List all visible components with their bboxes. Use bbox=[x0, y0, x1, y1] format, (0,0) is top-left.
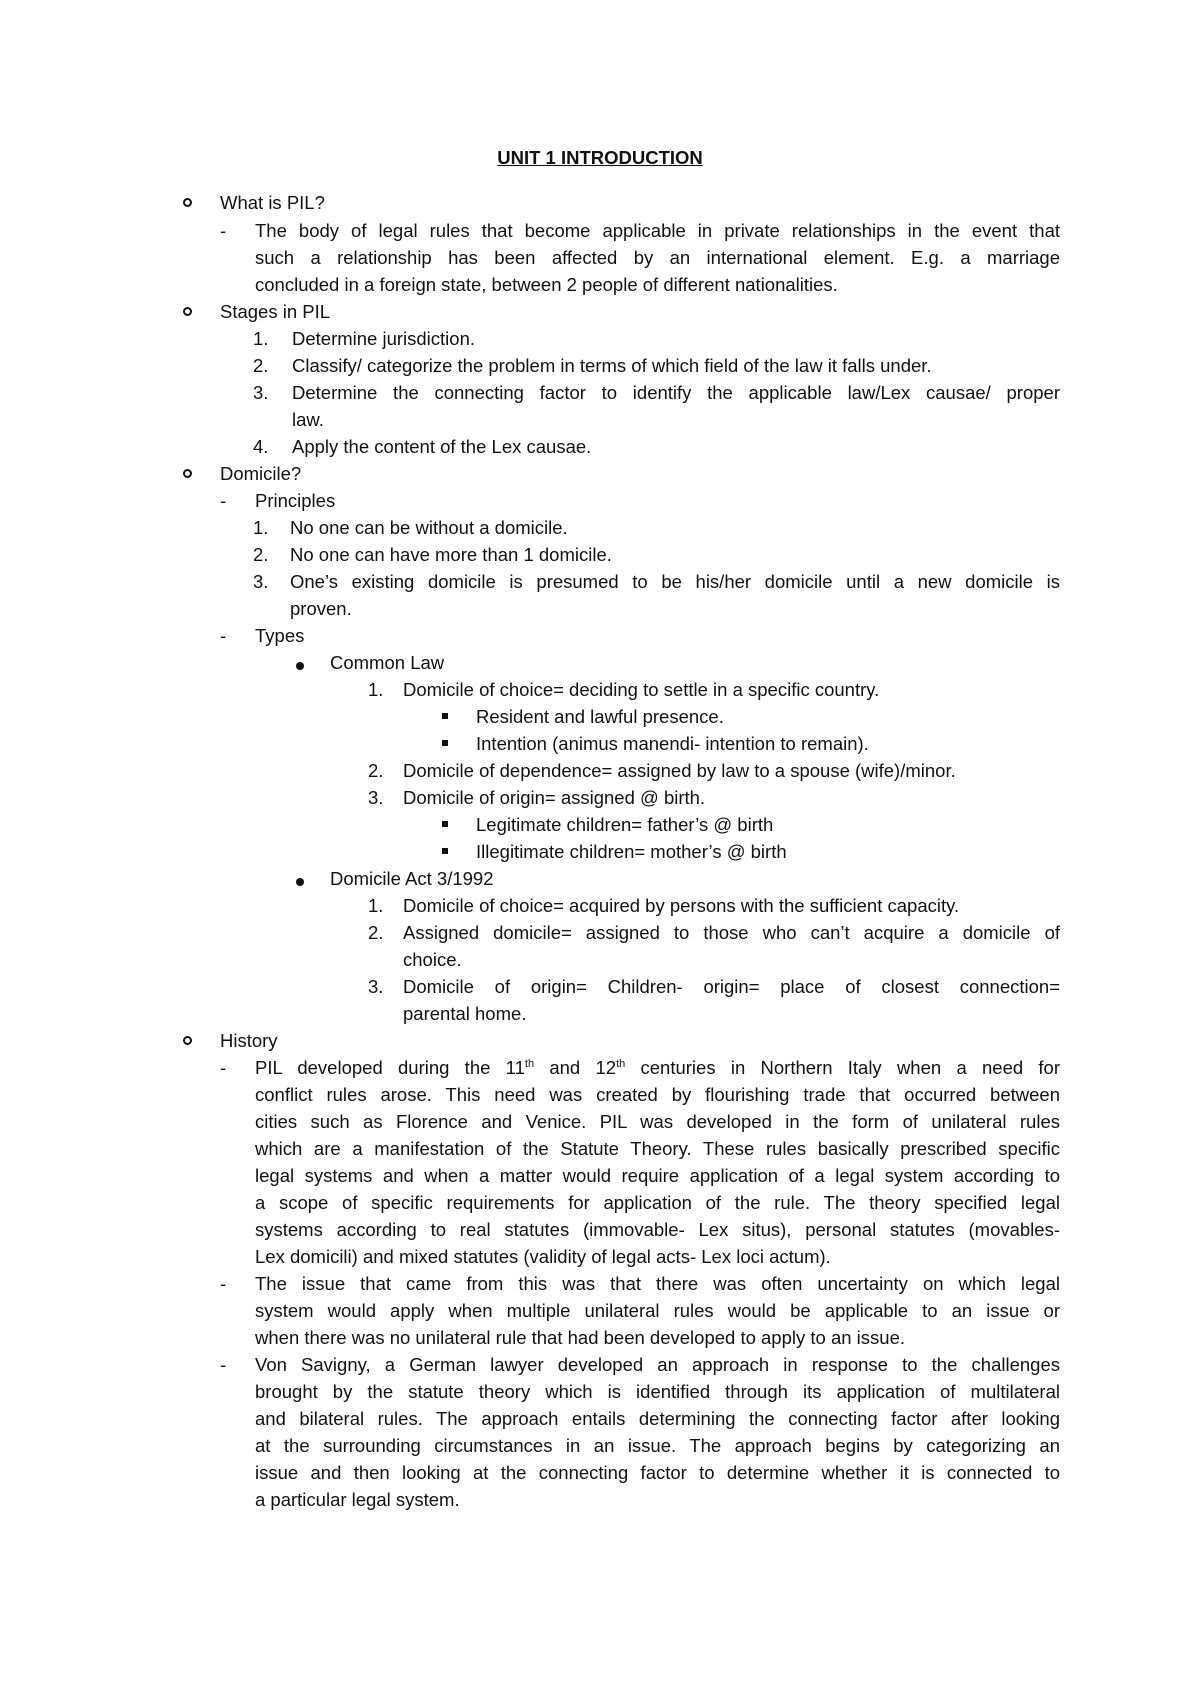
circle-bullet-icon bbox=[183, 307, 192, 316]
section-heading-stages: Stages in PIL bbox=[220, 301, 331, 322]
list-number: 3. bbox=[368, 976, 384, 997]
list-item: Determine jurisdiction. bbox=[292, 328, 476, 349]
history-paragraph-line: The issue that came from this was that there was often uncertainty on which legal bbox=[255, 1273, 1060, 1294]
list-item-continuation: law. bbox=[292, 409, 324, 430]
dash-bullet: - bbox=[220, 1273, 227, 1294]
history-paragraph-line: and bilateral rules. The approach entails determining the connecting factor after looking bbox=[255, 1408, 1060, 1429]
list-number: 2. bbox=[368, 760, 384, 781]
history-paragraph-line: at the surrounding circumstances in an issue. The approach begins by categorizing an bbox=[255, 1435, 1060, 1456]
section-heading-domicile: Domicile? bbox=[220, 463, 302, 484]
list-item: No one can have more than 1 domicile. bbox=[290, 544, 612, 565]
history-paragraph-line: conflict rules arose. This need was created by flourishing trade that occurred between bbox=[255, 1084, 1060, 1105]
history-paragraph-line: issue and then looking at the connecting factor to determine whether it is connected to bbox=[255, 1462, 1060, 1483]
list-number: 1. bbox=[253, 517, 269, 538]
list-number: 3. bbox=[253, 382, 269, 403]
history-paragraph-line: brought by the statute theory which is identified through its application of multilateral bbox=[255, 1381, 1060, 1402]
list-number: 3. bbox=[368, 787, 384, 808]
history-paragraph-line: system would apply when multiple unilateral rules would be applicable to an issue or bbox=[255, 1300, 1060, 1321]
round-bullet-icon bbox=[296, 878, 304, 886]
list-number: 2. bbox=[368, 922, 384, 943]
history-paragraph-line: systems according to real statutes (immovable- Lex situs), personal statutes (movables- bbox=[255, 1219, 1060, 1240]
sub-list-item: Resident and lawful presence. bbox=[476, 706, 724, 727]
list-item: Domicile of origin= assigned @ birth. bbox=[403, 787, 706, 808]
square-bullet-icon bbox=[442, 740, 448, 746]
sub-list-item: Illegitimate children= mother’s @ birth bbox=[476, 841, 787, 862]
square-bullet-icon bbox=[442, 821, 448, 827]
square-bullet-icon bbox=[442, 848, 448, 854]
page-title: UNIT 1 INTRODUCTION bbox=[497, 147, 703, 168]
history-paragraph-line: a scope of specific requirements for application of the rule. The theory specified legal bbox=[255, 1192, 1060, 1213]
square-bullet-icon bbox=[442, 713, 448, 719]
circle-bullet-icon bbox=[183, 1036, 192, 1045]
dash-bullet: - bbox=[220, 1057, 227, 1078]
history-paragraph-line: cities such as Florence and Venice. PIL was developed in the form of unilateral rules bbox=[255, 1111, 1060, 1132]
text-run: PIL developed during the 11 bbox=[255, 1057, 525, 1078]
list-item: Domicile of dependence= assigned by law to a spouse (wife)/minor. bbox=[403, 760, 956, 781]
pil-definition-line: such a relationship has been affected by an international element. E.g. a marriage bbox=[255, 247, 1060, 268]
domicile-act-heading: Domicile Act 3/1992 bbox=[330, 868, 494, 889]
superscript: th bbox=[524, 1057, 535, 1070]
types-label: Types bbox=[255, 625, 305, 646]
list-item: Classify/ categorize the problem in terms of which field of the law it falls under. bbox=[292, 355, 932, 376]
sub-list-item: Intention (animus manendi- intention to remain). bbox=[476, 733, 869, 754]
list-item: No one can be without a domicile. bbox=[290, 517, 568, 538]
dash-bullet: - bbox=[220, 1354, 227, 1375]
list-number: 1. bbox=[368, 895, 384, 916]
dash-bullet: - bbox=[220, 220, 227, 241]
circle-bullet-icon bbox=[183, 198, 192, 207]
dash-bullet: - bbox=[220, 490, 227, 511]
text-run: and 12 bbox=[534, 1057, 617, 1078]
list-item-continuation: proven. bbox=[290, 598, 352, 619]
list-number: 2. bbox=[253, 355, 269, 376]
circle-bullet-icon bbox=[183, 469, 192, 478]
pil-definition-line: concluded in a foreign state, between 2 people of different nationalities. bbox=[255, 274, 838, 295]
history-paragraph-line: Von Savigny, a German lawyer developed an approach in response to the challenges bbox=[255, 1354, 1060, 1375]
pil-definition-line: The body of legal rules that become applicable in private relationships in the event that bbox=[255, 220, 1060, 241]
list-item: Domicile of choice= deciding to settle in a specific country. bbox=[403, 679, 880, 700]
list-item: Determine the connecting factor to identify the applicable law/Lex causae/ proper bbox=[292, 382, 1060, 403]
history-paragraph-line: when there was no unilateral rule that had been developed to apply to an issue. bbox=[255, 1327, 906, 1348]
text-run: centuries in Northern Italy when a need for bbox=[625, 1057, 1061, 1078]
list-number: 2. bbox=[253, 544, 269, 565]
list-number: 1. bbox=[253, 328, 269, 349]
section-heading-pil: What is PIL? bbox=[220, 192, 325, 213]
history-paragraph-line bbox=[255, 1057, 1060, 1079]
superscript: th bbox=[616, 1057, 626, 1070]
list-item: Domicile of origin= Children- origin= place of closest connection= bbox=[403, 976, 1060, 997]
section-heading-history: History bbox=[220, 1030, 278, 1051]
history-paragraph-line: a particular legal system. bbox=[255, 1489, 460, 1510]
list-item: Domicile of choice= acquired by persons with the sufficient capacity. bbox=[403, 895, 960, 916]
list-number: 3. bbox=[253, 571, 269, 592]
list-item: Apply the content of the Lex causae. bbox=[292, 436, 592, 457]
list-item-continuation: choice. bbox=[403, 949, 462, 970]
history-paragraph-line: legal systems and when a matter would require application of a legal system according to bbox=[255, 1165, 1060, 1186]
principles-label: Principles bbox=[255, 490, 336, 511]
round-bullet-icon bbox=[296, 662, 304, 670]
list-item-continuation: parental home. bbox=[403, 1003, 527, 1024]
list-number: 4. bbox=[253, 436, 269, 457]
dash-bullet: - bbox=[220, 625, 227, 646]
history-paragraph-line: Lex domicili) and mixed statutes (validity of legal acts- Lex loci actum). bbox=[255, 1246, 831, 1267]
list-item: One’s existing domicile is presumed to be his/her domicile until a new domicile is bbox=[290, 571, 1060, 592]
list-item: Assigned domicile= assigned to those who can’t acquire a domicile of bbox=[403, 922, 1060, 943]
history-paragraph-line: which are a manifestation of the Statute Theory. These rules basically prescribed specific bbox=[255, 1138, 1060, 1159]
list-number: 1. bbox=[368, 679, 384, 700]
common-law-heading: Common Law bbox=[330, 652, 445, 673]
sub-list-item: Legitimate children= father’s @ birth bbox=[476, 814, 774, 835]
